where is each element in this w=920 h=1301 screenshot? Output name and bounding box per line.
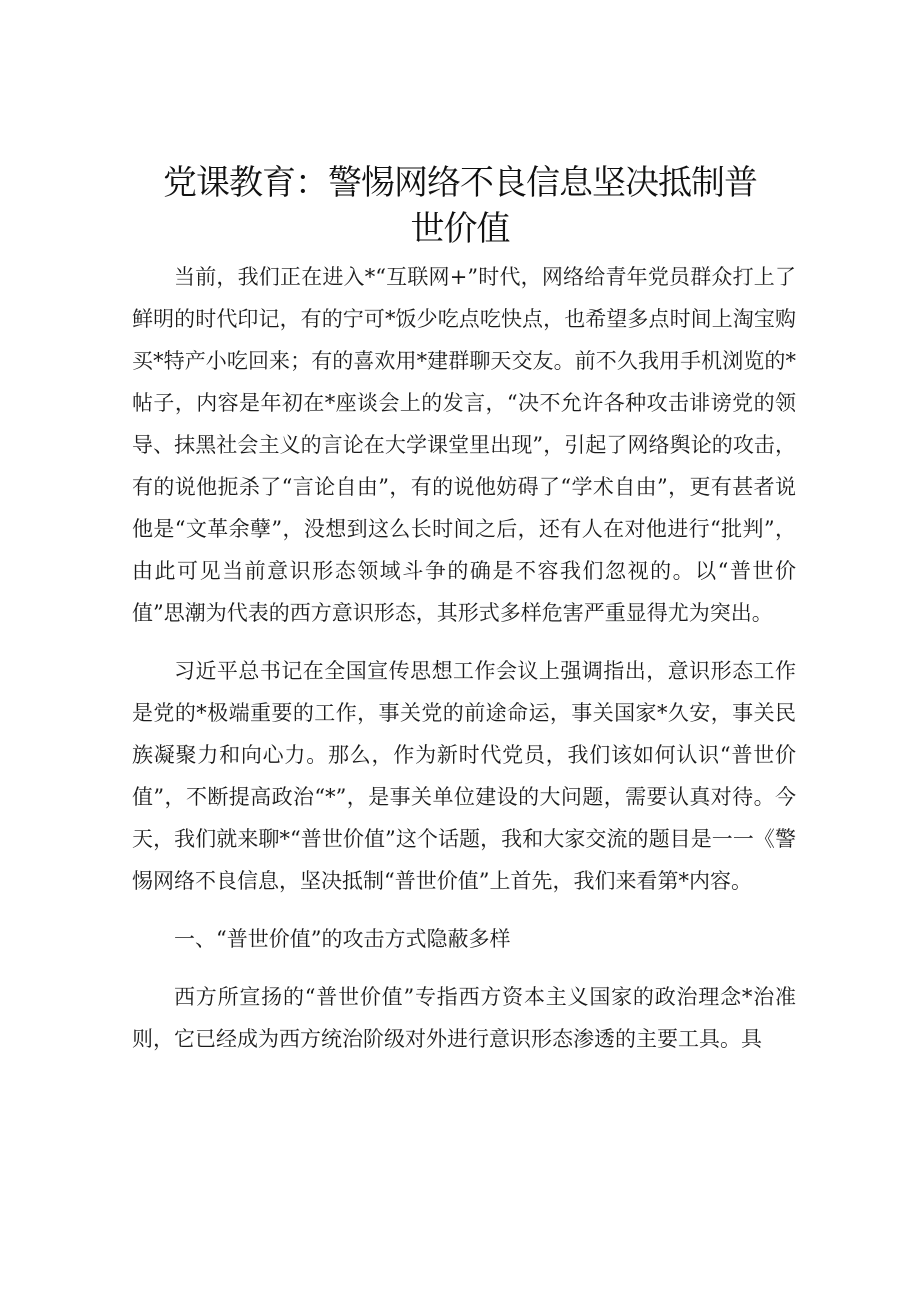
paragraph-2: 习近平总书记在全国宣传思想工作会议上强调指出，意识形态工作是党的*极端重要的工作，事关党的前途命运，事关国家*久安，事关民族凝聚力和向心力。那么，作为新时代党员，我们该如何认识“普世价值”，不断提高政治“*”，是事关单位建设的大问题，需要认真对待。今天，我们就来聊*“普世价值”这个话题，我和大家交流的题目是一一《警惕网络不良信息，坚决抵制“普世价值”上首先，我们来看第*内容。	[132, 659, 796, 893]
paragraph-1: 当前，我们正在进入*“互联网+”时代，网络给青年党员群众打上了鲜明的时代印记，有的宁可*饭少吃点吃快点，也希望多点时间上淘宝购买*特产小吃回来；有的喜欢用*建群聊天交友。前不久我用手机浏览的*帖子，内容是年初在*座谈会上的发言，“决不允许各种攻击诽谤党的领导、抹黑社会主义的言论在大学课堂里出现”，引起了网络舆论的攻击，有的说他扼杀了“言论自由”，有的说他妨碍了“学术自由”，更有甚者说他是“文革余孽”，没想到这么长时间之后，还有人在对他进行“批判”，由此可见当前意识形态领域斗争的确是不容我们忽视的。以“普世价值”思潮为代表的西方意识形态，其形式多样危害严重显得尤为突出。	[132, 265, 796, 625]
section-heading: 一、“普世价值”的攻击方式隐蔽多样	[174, 927, 511, 951]
section-paragraph: 西方所宣扬的“普世价值”专指西方资本主义国家的政治理念*治准则，它已经成为西方统治阶级对外进行意识形态渗透的主要工具。具	[132, 985, 796, 1051]
document-title: 党课教育：警惕网络不良信息坚决抵制普世价值	[163, 163, 757, 249]
document-body	[132, 256, 796, 1076]
